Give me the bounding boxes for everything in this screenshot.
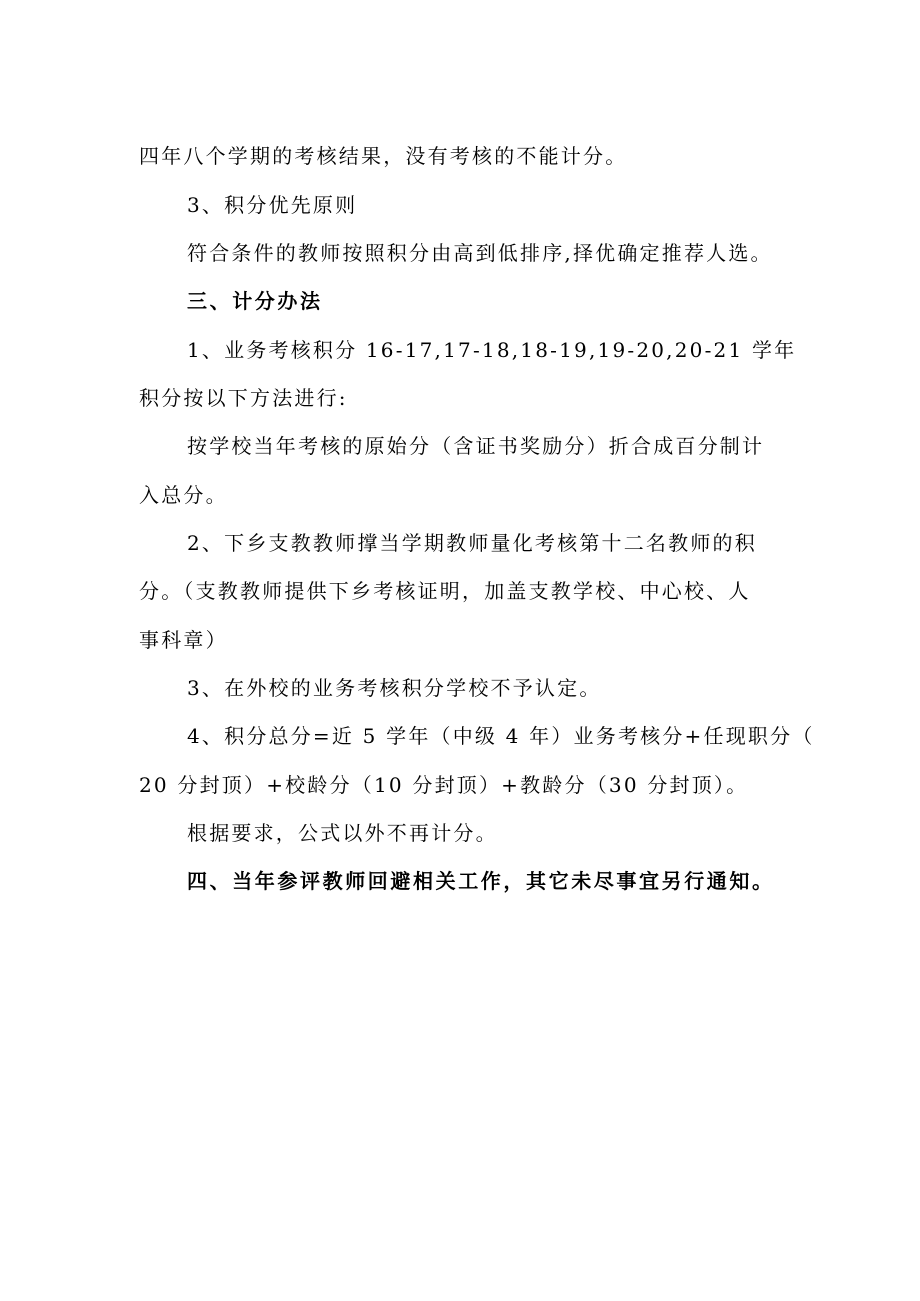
paragraph-line-9: 2、下乡支教教师撑当学期教师量化考核第十二名教师的积	[187, 531, 757, 555]
paragraph-line-8: 入总分。	[139, 483, 228, 507]
paragraph-line-11: 事科章）	[139, 628, 228, 652]
paragraph-line-14: 20 分封顶）+校龄分（10 分封顶）+教龄分（30 分封顶）。	[139, 773, 749, 797]
paragraph-line-10: 分。（支教教师提供下乡考核证明，加盖支教学校、中心校、人	[139, 579, 751, 603]
paragraph-line-12: 3、在外校的业务考核积分学校不予认定。	[187, 676, 602, 700]
paragraph-line-6: 积分按以下方法进行:	[139, 386, 348, 410]
paragraph-line-7: 按学校当年考核的原始分（含证书奖励分）折合成百分制计	[187, 434, 765, 458]
paragraph-line-15: 根据要求，公式以外不再计分。	[187, 821, 498, 845]
paragraph-line-13: 4、积分总分=近 5 学年（中级 4 年）业务考核分+任现职分（	[187, 724, 815, 748]
section-3-heading: 三、计分办法	[187, 289, 323, 313]
paragraph-line-1: 四年八个学期的考核结果，没有考核的不能计分。	[139, 144, 628, 168]
paragraph-line-5: 1、业务考核积分 16-17,17-18,18-19,19-20,20-21 学年	[187, 338, 797, 362]
section-4-heading: 四、当年参评教师回避相关工作，其它未尽事宜另行通知。	[187, 869, 775, 893]
paragraph-line-3: 符合条件的教师按照积分由高到低排序,择优确定推荐人选。	[187, 241, 773, 265]
item-3-heading: 3、积分优先原则	[187, 193, 358, 217]
